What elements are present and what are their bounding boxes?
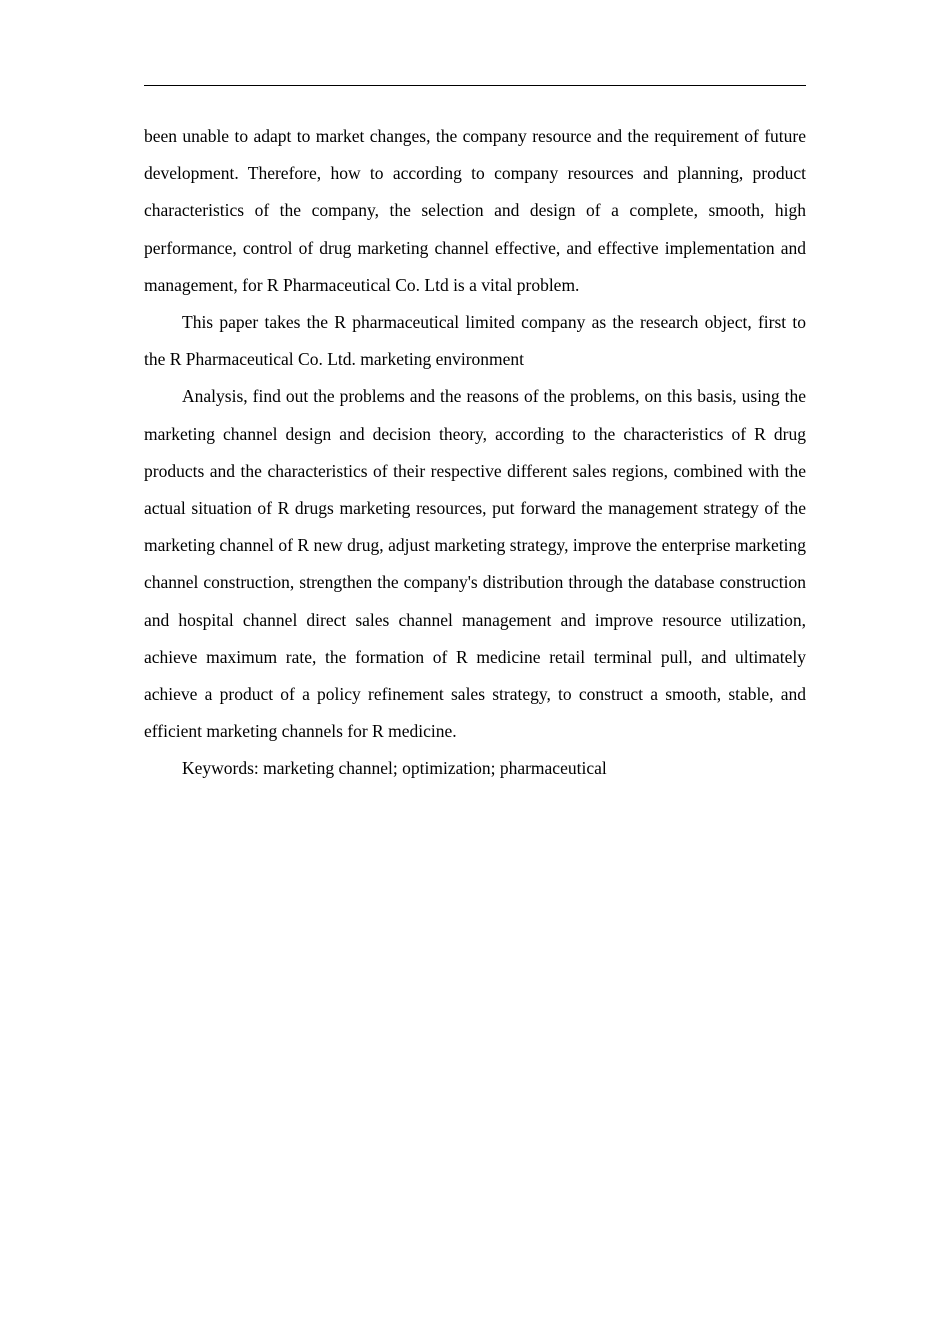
header-rule [144, 85, 806, 86]
paragraph-analysis: Analysis, find out the problems and the reasons of the problems, on this basis, using the marketing channel design and decision theory, according to the characteristics of R drug products and the characteristics of their respective different sales regions, combined with the actual situation of R drugs marketing resources, put forward the management strategy of the marketing channel of R new drug, adjust marketing strategy, improve the enterprise marketing channel construction, strengthen the company's distribution through the database construction and hospital channel direct sales channel management and improve resource utilization, achieve maximum rate, the formation of R medicine retail terminal pull, and ultimately achieve a product of a policy refinement sales strategy, to construct a smooth, stable, and efficient marketing channels for R medicine. [144, 386, 806, 742]
paragraph-research-object: This paper takes the R pharmaceutical limited company as the research object, first to the R Pharmaceutical Co. Ltd. marketing environment [144, 312, 806, 370]
abstract-body [144, 118, 806, 788]
keywords-line: Keywords: marketing channel; optimization; pharmaceutical [182, 758, 607, 779]
paragraph-continuation: been unable to adapt to market changes, the company resource and the requirement of future development. Therefore, how to according to company resources and planning, product characteristics of the company, the selection and design of a complete, smooth, high performance, control of drug marketing channel effective, and effective implementation and management, for R Pharmaceutical Co. Ltd is a vital problem. [144, 126, 806, 295]
